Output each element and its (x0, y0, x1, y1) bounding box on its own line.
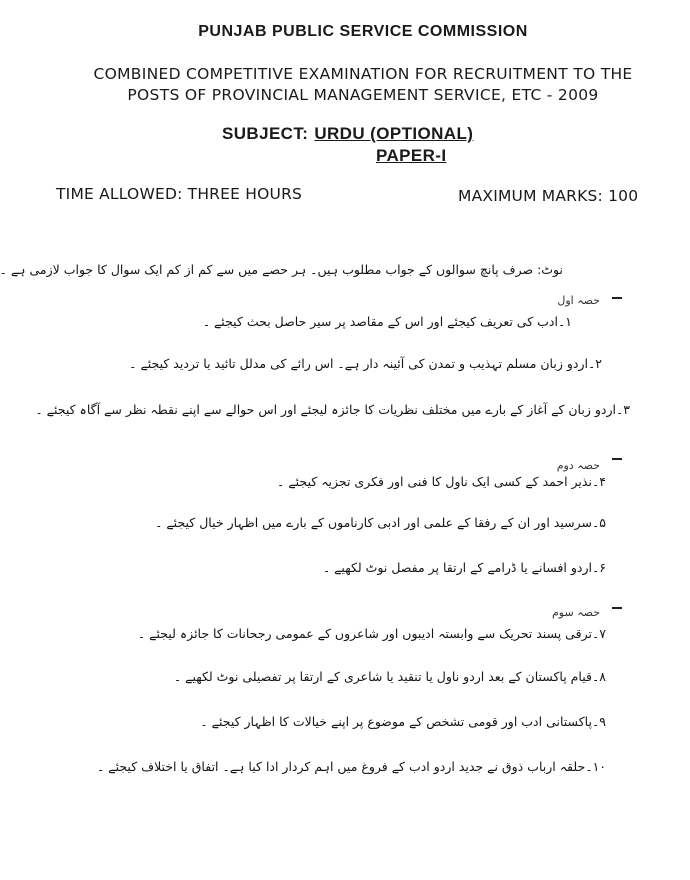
section-heading-3: حصہ سوم (552, 606, 600, 619)
question-7: ۷۔ترقی پسند تحریک سے وابستہ ادیبوں اور شاعروں کے عمومی رجحانات کا جائزہ لیجئے ۔ (137, 626, 606, 641)
section-marker (612, 458, 622, 460)
maximum-marks: MAXIMUM MARKS: 100 (458, 187, 639, 205)
section-heading-2: حصہ دوم (556, 459, 600, 472)
subject-label: SUBJECT: (222, 124, 309, 143)
question-10: ۱۰۔حلقہ ارباب ذوق نے جدید اردو ادب کے فروغ میں اہم کردار ادا کیا ہے۔ اتفاق یا اختلاف کیجئے ۔ (96, 759, 606, 774)
question-4: ۴۔نذیر احمد کے کسی ایک ناول کا فنی اور فکری تجزیہ کیجئے ۔ (277, 474, 606, 489)
subject-value: URDU (OPTIONAL) (314, 124, 474, 143)
section-marker (612, 607, 622, 609)
subject-row (222, 124, 473, 144)
section-marker (612, 297, 622, 299)
section-heading-1: حصہ اول (557, 294, 600, 307)
question-3: ۳۔اردو زبان کے آغاز کے بارے میں مختلف نظریات کا جائزہ لیجئے اور اس حوالے سے اپنے نقطہ نظر سے آگاہ کیجئے ۔ (35, 402, 630, 417)
time-allowed: TIME ALLOWED: THREE HOURS (56, 185, 303, 203)
question-9: ۹۔پاکستانی ادب اور قومی تشخص کے موضوع پر اپنے خیالات کا اظہار کیجئے ۔ (200, 714, 606, 729)
exam-title-line-2: POSTS OF PROVINCIAL MANAGEMENT SERVICE, ETC - 2009 (127, 86, 599, 104)
question-5: ۵۔سرسید اور ان کے رفقا کے علمی اور ادبی کارناموں کے بارے میں اظہار خیال کیجئے ۔ (155, 515, 606, 530)
question-6: ۶۔اردو افسانے یا ڈرامے کے ارتقا پر مفصل نوٹ لکھیے ۔ (322, 560, 606, 575)
paper-title: PAPER-I (376, 146, 447, 165)
commission-title: PUNJAB PUBLIC SERVICE COMMISSION (198, 23, 528, 40)
exam-title-line-1: COMBINED COMPETITIVE EXAMINATION FOR RECRUITMENT TO THE (93, 65, 633, 83)
instructions-note: نوٹ: صرف پانچ سوالوں کے جواب مطلوب ہیں۔ ہر حصے میں سے کم از کم ایک سوال کا جواب لازمی ہے ۔ (0, 262, 563, 277)
question-2: ۲۔اردو زبان مسلم تہذیب و تمدن کی آئینہ دار ہے۔ اس رائے کی مدلل تائید یا تردید کیجئے ۔ (129, 356, 602, 371)
question-1: ۱۔ادب کی تعریف کیجئے اور اس کے مقاصد پر سیر حاصل بحث کیجئے ۔ (202, 314, 572, 329)
question-8: ۸۔قیام پاکستان کے بعد اردو ناول یا تنقید یا شاعری کے ارتقا پر تفصیلی نوٹ لکھیے ۔ (173, 669, 606, 684)
